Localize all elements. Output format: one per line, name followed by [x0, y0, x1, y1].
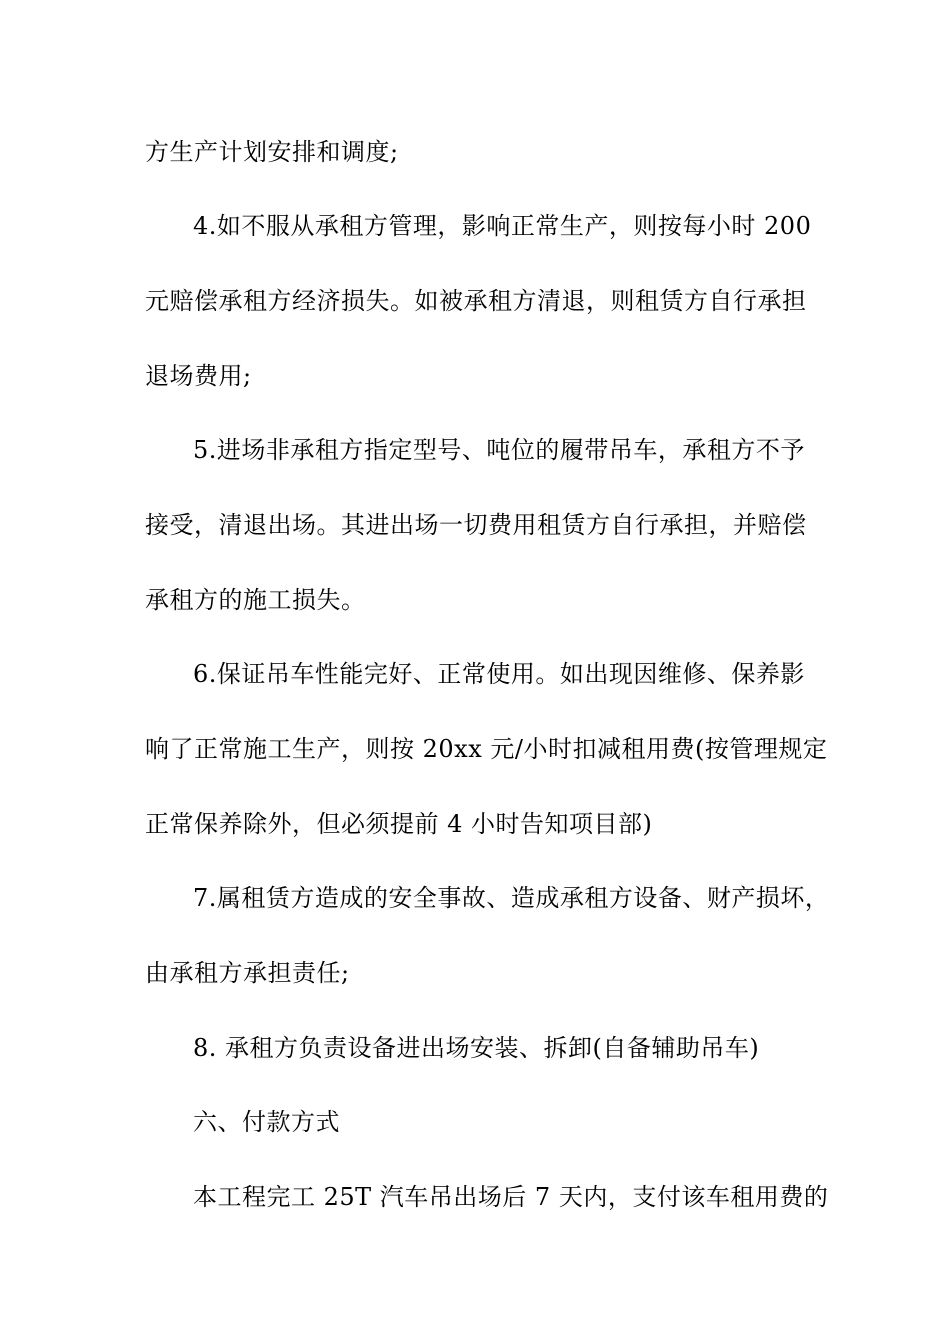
text-line-10: 正常保养除外，但必须提前 4 小时告知项目部) — [145, 810, 653, 838]
text-line-12: 由承租方承担责任; — [145, 959, 350, 987]
text-line-1: 方生产计划安排和调度; — [145, 138, 399, 166]
text-line-5: 5.进场非承租方指定型号、吨位的履带吊车，承租方不予 — [193, 436, 805, 464]
text-line-13: 8. 承租方负责设备进出场安装、拆卸(自备辅助吊车) — [193, 1034, 760, 1062]
text-line-3: 元赔偿承租方经济损失。如被承租方清退，则租赁方自行承担 — [145, 287, 807, 315]
text-line-2: 4.如不服从承租方管理，影响正常生产，则按每小时 200 — [193, 212, 812, 240]
text-line-4: 退场费用; — [145, 362, 252, 390]
text-line-7: 承租方的施工损失。 — [145, 586, 366, 614]
section-heading: 六、付款方式 — [193, 1108, 340, 1136]
text-line-6: 接受，清退出场。其进出场一切费用租赁方自行承担，并赔偿 — [145, 511, 807, 539]
text-line-8: 6.保证吊车性能完好、正常使用。如出现因维修、保养影 — [193, 660, 805, 688]
text-line-15: 本工程完工 25T 汽车吊出场后 7 天内，支付该车租用费的 — [193, 1183, 829, 1211]
text-line-11: 7.属租赁方造成的安全事故、造成承租方设备、财产损坏， — [193, 884, 830, 912]
text-line-9: 响了正常施工生产，则按 20xx 元/小时扣减租用费(按管理规定 — [145, 735, 828, 763]
